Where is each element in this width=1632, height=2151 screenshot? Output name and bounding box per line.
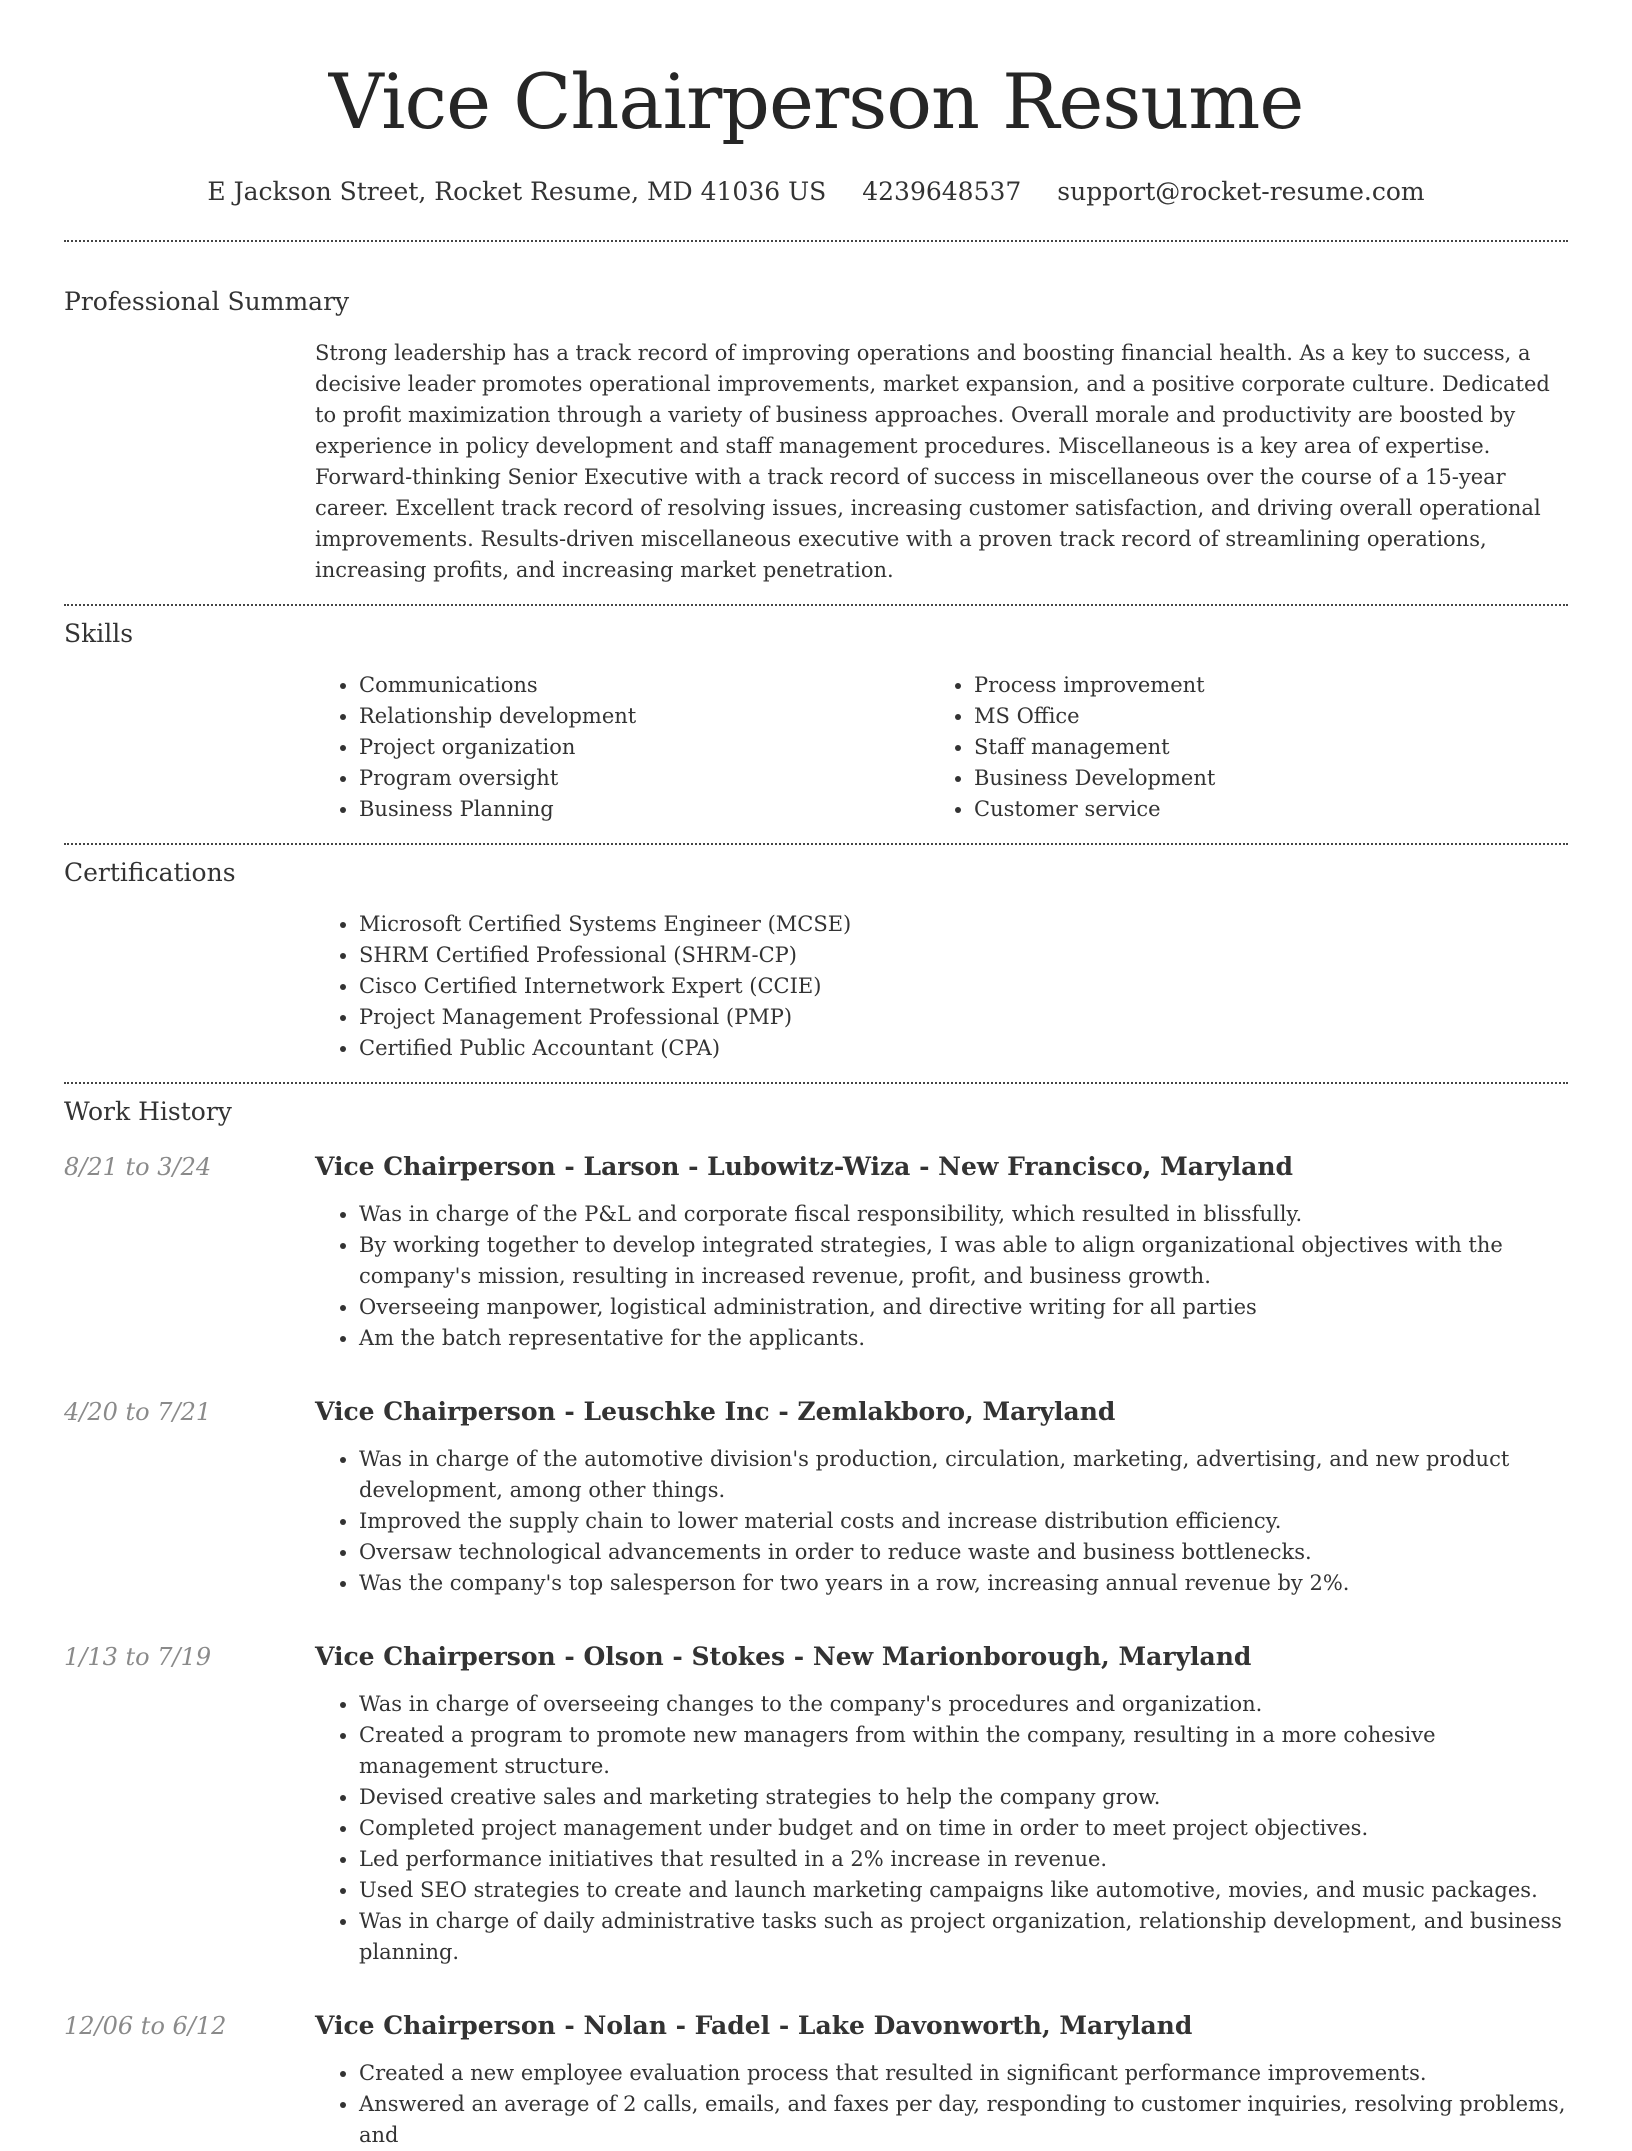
section-work-history	[64, 1095, 1568, 2151]
skills-grid	[315, 670, 1568, 825]
list-item: • Business Development	[974, 763, 1545, 794]
list-item: • Overseeing manpower, logistical administration, and directive writing for all parties	[359, 1292, 1568, 1323]
list-item: • Program oversight	[359, 763, 930, 794]
list-item: • Used SEO strategies to create and launch marketing campaigns like automotive, movies, and music packages.	[359, 1875, 1568, 1906]
contact-line	[0, 174, 1632, 210]
divider	[64, 240, 1568, 242]
list-item: • Project organization	[359, 732, 930, 763]
list-item: • Project Management Professional (PMP)	[359, 1002, 1568, 1033]
job-title: Vice Chairperson - Larson - Lubowitz-Wiza - New Francisco, Maryland	[315, 1152, 1294, 1181]
list-item: • Am the batch representative for the applicants.	[359, 1323, 1568, 1354]
section-certifications	[64, 856, 1568, 1064]
job-entry	[64, 2008, 1568, 2151]
list-item: • Created a new employee evaluation process that resulted in significant performance improvements.	[359, 2058, 1568, 2089]
summary-text: Strong leadership has a track record of improving operations and boosting financial health. As a key to success, a decisive leader promotes operational improvements, market expansion, and a positive corporate culture. Dedicated to profit maximization through a variety of business approaches. Overall morale and productivity are boosted by experience in policy development and staff management procedures. Miscellaneous is a key area of expertise. Forward-thinking Senior Executive with a track record of success in miscellaneous over the course of a 15-year career. Excellent track record of resolving issues, increasing customer satisfaction, and driving overall operational improvements. Results-driven miscellaneous executive with a proven track record of streamlining operations, increasing profits, and increasing market penetration.	[315, 341, 1550, 582]
job-title: Vice Chairperson - Nolan - Fadel - Lake Davonworth, Maryland	[315, 2011, 1193, 2040]
list-item: • Staff management	[974, 732, 1545, 763]
section-skills	[64, 617, 1568, 825]
job-title: Vice Chairperson - Leuschke Inc - Zemlakboro, Maryland	[315, 1397, 1116, 1426]
list-item: • Process improvement	[974, 670, 1545, 701]
job-entry	[64, 1639, 1568, 1968]
list-item: • By working together to develop integrated strategies, I was able to align organizational objectives with the company's mission, resulting in increased revenue, profit, and business growth.	[359, 1230, 1568, 1292]
contact-address: E Jackson Street, Rocket Resume, MD 41036 US	[207, 177, 827, 206]
list-item: • Improved the supply chain to lower material costs and increase distribution efficiency.	[359, 1506, 1568, 1537]
list-item: • Communications	[359, 670, 930, 701]
list-item: • Was in charge of the automotive division's production, circulation, marketing, advertising, and new product development, among other things.	[359, 1444, 1568, 1506]
job-entry	[64, 1149, 1568, 1354]
list-item: • Was in charge of overseeing changes to the company's procedures and organization.	[359, 1689, 1568, 1720]
resume-header	[0, 0, 1632, 210]
list-item: • Oversaw technological advancements in order to reduce waste and business bottlenecks.	[359, 1537, 1568, 1568]
contact-phone: 4239648537	[862, 177, 1022, 206]
list-item: • Led performance initiatives that resulted in a 2% increase in revenue.	[359, 1844, 1568, 1875]
section-title-certifications: Certifications	[64, 858, 236, 887]
section-title-summary: Professional Summary	[64, 287, 350, 316]
job-dates: 12/06 to 6/12	[64, 2012, 227, 2040]
list-item: • Certified Public Accountant (CPA)	[359, 1033, 1568, 1064]
divider	[64, 843, 1568, 845]
section-title-work-history: Work History	[64, 1097, 232, 1126]
job-entry	[64, 1394, 1568, 1599]
list-item: • Was in charge of daily administrative tasks such as project organization, relationship development, and business planning.	[359, 1906, 1568, 1968]
list-item: • Created a program to promote new managers from within the company, resulting in a more cohesive management structure.	[359, 1720, 1568, 1782]
list-item: • Completed project management under budget and on time in order to meet project objectives.	[359, 1813, 1568, 1844]
list-item: • Answered an average of 2 calls, emails, and faxes per day, responding to customer inquiries, resolving problems, and	[359, 2089, 1568, 2151]
list-item: • Microsoft Certified Systems Engineer (MCSE)	[359, 909, 1568, 940]
job-dates: 4/20 to 7/21	[64, 1398, 212, 1426]
list-item: • Customer service	[974, 794, 1545, 825]
list-item: • Was in charge of the P&L and corporate fiscal responsibility, which resulted in blissfully.	[359, 1199, 1568, 1230]
list-item: • Cisco Certified Internetwork Expert (CCIE)	[359, 971, 1568, 1002]
job-dates: 8/21 to 3/24	[64, 1153, 212, 1181]
list-item: • MS Office	[974, 701, 1545, 732]
divider	[64, 604, 1568, 606]
job-title: Vice Chairperson - Olson - Stokes - New Marionborough, Maryland	[315, 1642, 1252, 1671]
list-item: • Was the company's top salesperson for two years in a row, increasing annual revenue by 2%.	[359, 1568, 1568, 1599]
section-summary	[64, 285, 1568, 586]
section-title-skills: Skills	[64, 619, 134, 648]
skills-column-left	[315, 670, 930, 825]
divider	[64, 1082, 1568, 1084]
contact-email: support@rocket-resume.com	[1057, 177, 1425, 206]
list-item: • Relationship development	[359, 701, 930, 732]
list-item: • Devised creative sales and marketing strategies to help the company grow.	[359, 1782, 1568, 1813]
list-item: • Business Planning	[359, 794, 930, 825]
page-title: Vice Chairperson Resume	[328, 57, 1304, 146]
job-dates: 1/13 to 7/19	[64, 1643, 212, 1671]
list-item: • SHRM Certified Professional (SHRM-CP)	[359, 940, 1568, 971]
skills-column-right	[930, 670, 1545, 825]
